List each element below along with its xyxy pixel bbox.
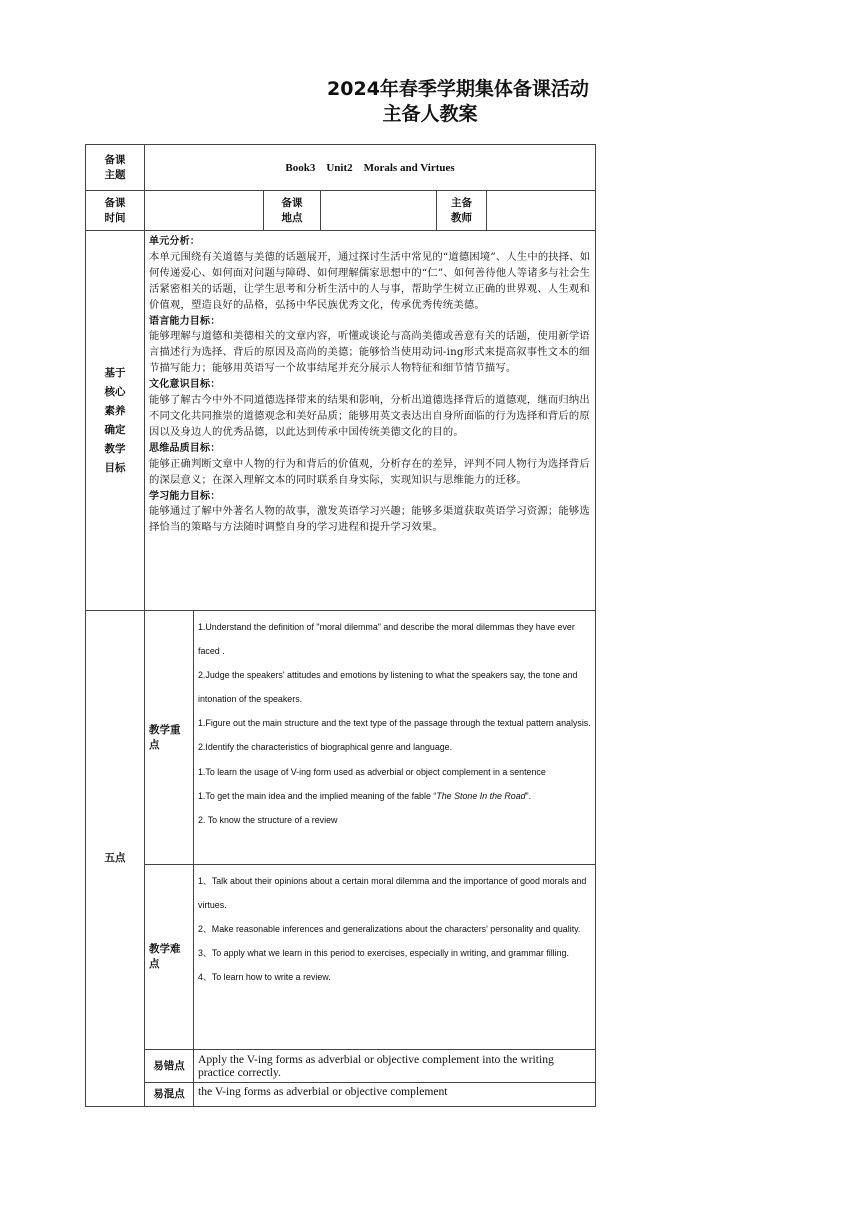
confuse-point-value: the V-ing forms as adverbial or objective complement	[194, 1083, 596, 1107]
key-points-content	[194, 611, 596, 865]
place-value[interactable]	[321, 191, 437, 231]
place-label-text: 备课 地点	[281, 196, 303, 224]
error-point-label: 易错点	[145, 1050, 194, 1083]
objective-text: 能够了解古今中外不同道德选择带来的结果和影响，分析出道德选择背后的道德观，继而归纳出不同文化共同推崇的道德观念和美好品质；能够用英文表达出自身所面临的行为选择和背后的原因以及身边人的优秀品德，以此达到传承中国传统美德文化的目的。	[149, 394, 590, 438]
teacher-label	[437, 191, 487, 231]
key-points-row	[86, 611, 596, 865]
time-label	[86, 191, 145, 231]
key-points-label-text: 教学重 点	[149, 723, 181, 751]
key-point-item: 2. To know the structure of a review	[198, 814, 338, 825]
page-title: 2024年春季学期集体备课活动	[327, 78, 589, 100]
error-point-value: Apply the V-ing forms as adverbial or objective complement into the writing practice correctly.	[194, 1050, 596, 1083]
objective-heading: 语言能力目标：	[149, 315, 221, 327]
key-point-item: 2.Identify the characteristics of biographical genre and language.	[198, 742, 453, 753]
difficult-points-row	[86, 865, 596, 1050]
objective-text: 能够通过了解中外著名人物的故事，激发英语学习兴趣；能够多渠道获取英语学习资源；能够选择恰当的策略与方法随时调整自身的学习进程和提升学习效果。	[149, 505, 590, 534]
fable-pre: 1.To get the main idea and the implied meaning of the fable “	[198, 790, 437, 801]
difficult-point-item: 2、Make reasonable inferences and generalizations about the characters' personality and quality.	[198, 924, 581, 935]
teacher-value[interactable]	[487, 191, 596, 231]
key-point-item: 1.Figure out the main structure and the text type of the passage through the textual pattern analysis.	[198, 718, 591, 729]
time-row	[86, 191, 596, 231]
error-point-row	[86, 1050, 596, 1083]
difficult-point-item: 3、To apply what we learn in this period to exercises, especially in writing, and grammar filling.	[198, 948, 569, 959]
confuse-point-label: 易混点	[145, 1083, 194, 1107]
place-label	[264, 191, 321, 231]
teacher-label-text: 主备 教师	[451, 196, 472, 224]
objectives-label-text: 基于 核心 素养 确定 教学 目标	[104, 366, 126, 474]
key-point-item: 2.Judge the speakers' attitudes and emotions by listening to what the speakers say, the tone and intonation of the speakers.	[198, 670, 578, 705]
difficult-points-content	[194, 865, 596, 1050]
objectives-content	[145, 231, 596, 611]
topic-label-text: 备课 主题	[104, 153, 126, 181]
key-point-item	[198, 784, 591, 808]
objective-heading: 文化意识目标：	[149, 379, 221, 391]
key-points-label	[145, 611, 194, 865]
time-value[interactable]	[145, 191, 264, 231]
topic-value: Book3 Unit2 Morals and Virtues	[145, 145, 596, 191]
topic-row	[86, 145, 596, 191]
objective-text: 本单元围绕有关道德与美德的话题展开，通过探讨生活中常见的“道德困境”、人生中的抉择、如何传递爱心、如何面对问题与障碍、如何理解儒家思想中的“仁”、如何善待他人等诸多与社会生活紧密相关的话题，让学生思考和分析生活中的人与事，帮助学生树立正确的世界观、人生观和价值观，塑造良好的品格，弘扬中华民族优秀文化，传承优秀传统美德。	[149, 250, 591, 311]
objective-text: 能够理解与道德和美德相关的文章内容，听懂或谈论与高尚美德或善意有关的话题，使用新学语言描述行为选择、背后的原因及高尚的美德；能够恰当使用动词-ing形式来提高叙事性文本的细节描写能力；能够用英语写一个故事结尾并充分展示人物特征和细节情节描写。	[149, 330, 590, 375]
difficult-point-item: 4、To learn how to write a review.	[198, 972, 331, 983]
confuse-point-row	[86, 1083, 596, 1107]
time-label-text: 备课 时间	[104, 196, 126, 224]
fable-title: The Stone In the Road	[436, 790, 526, 801]
objective-text: 能够正确判断文章中人物的行为和背后的价值观，分析存在的差异，评判不同人物行为选择背后的深层意义；在深入理解文本的同时联系自身实际，实现知识与思维能力的迁移。	[149, 457, 590, 486]
five-points-label: 五点	[86, 611, 145, 1107]
difficult-point-item: 1、Talk about their opinions about a certain moral dilemma and the importance of good morals and virtues.	[198, 876, 587, 911]
page-subtitle: 主备人教案	[382, 103, 478, 125]
objectives-label	[86, 231, 145, 611]
objective-heading: 思维品质目标：	[149, 442, 221, 454]
key-point-item: 1.Understand the definition of "moral dilemma" and describe the moral dilemmas they have ever faced .	[198, 622, 575, 657]
objective-heading: 单元分析：	[149, 236, 200, 247]
difficult-points-label-text: 教学难 点	[149, 943, 181, 970]
objectives-row	[86, 231, 596, 611]
lesson-plan-table	[85, 144, 596, 1107]
difficult-points-label	[145, 865, 194, 1050]
fable-post: ”.	[525, 790, 532, 801]
objective-heading: 学习能力目标：	[149, 490, 221, 502]
key-point-item: 1.To learn the usage of V-ing form used as adverbial or object complement in a sentence	[198, 766, 546, 777]
topic-label	[86, 145, 145, 191]
